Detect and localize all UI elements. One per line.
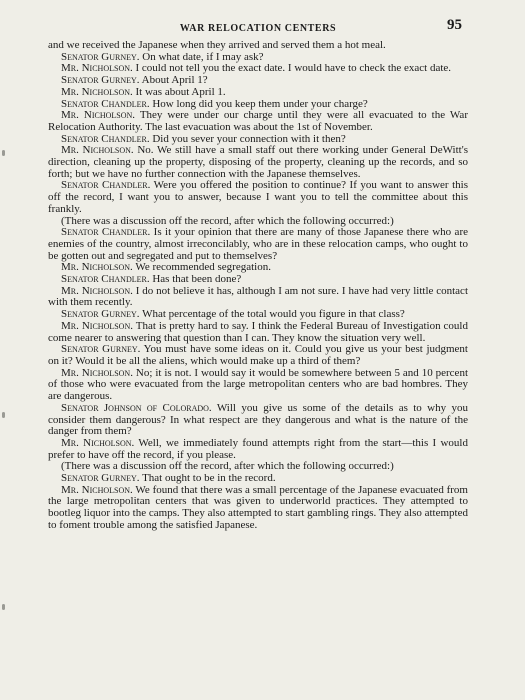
speaker-name: Senator Gurney. <box>61 50 140 63</box>
paragraph <box>48 403 468 438</box>
paragraph-text: You must have some ideas on it. Could you give us your best judgment on it? Would it be all the aliens, which would make up a third of them? <box>48 343 468 367</box>
speaker-name: Mr. Nicholson. <box>61 483 133 496</box>
speaker-name: Senator Chandler. <box>61 179 151 192</box>
speaker-name: Senator Chandler. <box>61 97 150 110</box>
speaker-name: Mr. Nicholson. <box>61 144 134 157</box>
paragraph-text: They were under our charge until they were all evacuated to the War Relocation Authority. The last evacuation was about the 1st of November. <box>48 109 468 133</box>
paragraph-text: That is pretty hard to say. I think the Federal Bureau of Investigation could come nearer to answering that question than I can. They know the situation very well. <box>48 319 468 344</box>
paragraph-text: Will you give us some of the details as to why you consider them dangerous? In what respect are they dangerous and what is the nature of the danger from them? <box>48 401 468 438</box>
paragraph-text: It was about April 1. <box>132 85 226 98</box>
paragraph-text: That ought to be in the record. <box>139 472 276 485</box>
speaker-name: Senator Gurney. <box>61 308 140 321</box>
speaker-name: Mr. Nicholson. <box>61 436 135 449</box>
paragraph-text: How long did you keep them under your charge? <box>149 97 368 110</box>
body-text <box>48 40 468 532</box>
paragraph-text: On what date, if I may ask? <box>139 50 264 63</box>
paragraph <box>48 227 468 262</box>
paragraph-text: and we received the Japanese when they arrived and served them a hot meal. <box>48 39 386 51</box>
paragraph <box>48 110 468 133</box>
paragraph-text: I do not believe it has, although I am not sure. I have had very little contact with them recently. <box>48 284 468 309</box>
paragraph-text: No; it is not. I would say it would be somewhere between 5 and 10 percent of those who were evacuated from the large metropolitan centers who are bad hombres. They are dangerous. <box>48 366 469 403</box>
paragraph-text: Has that been done? <box>149 273 242 286</box>
binding-hole-mark <box>2 150 5 156</box>
speaker-name: Senator Gurney. <box>61 74 140 87</box>
paragraph-text: Is it your opinion that there are many of those Japanese there who are enemies of the country, almost irreconcilably, who are in these relocation camps, who ought to be gotten out and segregated and put to themselves? <box>48 226 468 262</box>
paragraph <box>48 321 468 344</box>
paragraph-text: What percentage of the total would you figure in that class? <box>139 308 405 321</box>
paragraph <box>48 180 468 215</box>
paragraph-text: Well, we immediately found attempts right from the start—this I would prefer to have off the record, if you please. <box>48 436 468 461</box>
paragraph <box>48 368 468 403</box>
paragraph-text: About April 1? <box>139 74 208 87</box>
paragraph <box>48 485 468 532</box>
speaker-name: Mr. Nicholson. <box>61 261 133 274</box>
speaker-name: Senator Gurney. <box>61 472 140 485</box>
paragraph-text: (There was a discussion off the record, after which the following occurred:) <box>61 214 394 227</box>
paragraph-text: I could not tell you the exact date. I would have to check the exact date. <box>132 62 452 75</box>
paragraph-text: We found that there was a small percentage of the Japanese evacuated from the large metropolitan centers that was given to underworld practices. They attempted to bootleg liquor into the camps. They also attempted to start gambling rings. They also attempted to foment trouble among the satisfied Japanese. <box>48 483 468 531</box>
speaker-name: Senator Chandler. <box>61 226 151 239</box>
paragraph <box>48 145 468 180</box>
binding-hole-mark <box>2 604 5 610</box>
page-header <box>48 14 468 40</box>
page-number: 95 <box>447 17 462 33</box>
paragraph <box>48 286 468 309</box>
paragraph-text: We recommended segregation. <box>132 261 271 274</box>
paragraph-text: Were you offered the position to continue? If you want to answer this off the record, I want you to answer, because I want you to tell the committee about this frankly. <box>48 179 468 215</box>
paragraph-text: No. We still have a small staff out there working under General DeWitt's direction, cleaning up the property, disposing of the property, cleaning up the records, and so forth; but we have no further connection with the Japanese themselves. <box>48 144 468 180</box>
speaker-name: Mr. Nicholson. <box>61 284 133 297</box>
speaker-name: Mr. Nicholson. <box>61 109 136 122</box>
speaker-name: Senator Johnson of Colorado. <box>61 401 212 414</box>
paragraph-text: Did you sever your connection with it then? <box>149 132 346 145</box>
paragraph-text: (There was a discussion off the record, after which the following occurred:) <box>61 460 394 473</box>
document-page <box>48 14 468 694</box>
speaker-name: Senator Chandler. <box>61 132 150 145</box>
speaker-name: Senator Chandler. <box>61 273 150 286</box>
speaker-name: Mr. Nicholson. <box>61 366 133 379</box>
speaker-name: Mr. Nicholson. <box>61 319 133 332</box>
paragraph <box>48 344 468 367</box>
running-title: WAR RELOCATION CENTERS <box>179 23 337 34</box>
speaker-name: Mr. Nicholson. <box>61 85 133 98</box>
speaker-name: Mr. Nicholson. <box>61 62 133 75</box>
speaker-name: Senator Gurney. <box>61 343 141 356</box>
paragraph <box>48 438 468 461</box>
binding-hole-mark <box>2 412 5 418</box>
